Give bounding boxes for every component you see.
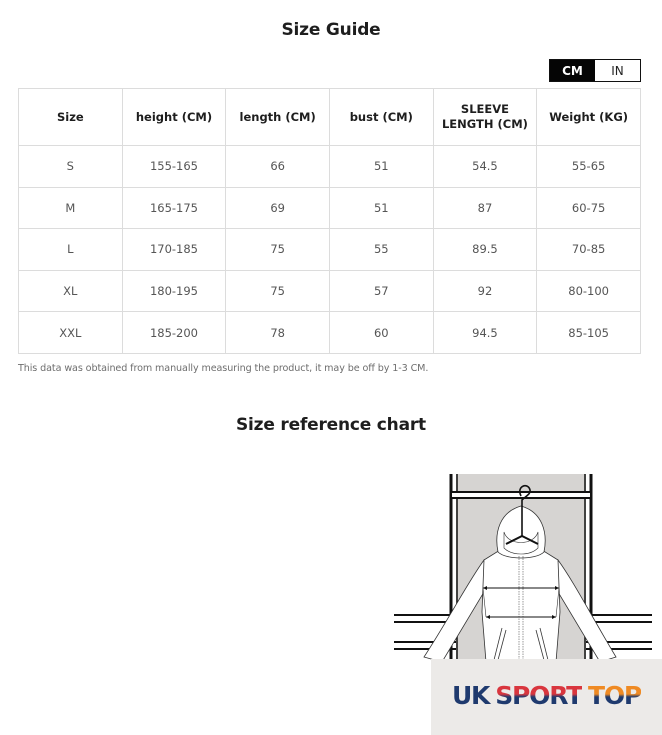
cell-bust: 51 (329, 146, 433, 188)
cell-length: 66 (226, 146, 330, 188)
header-sleeve-length: SLEEVE LENGTH (CM) (433, 89, 537, 146)
cell-height: 170-185 (122, 229, 226, 271)
table-row (19, 270, 641, 312)
header-bust: bust (CM) (329, 89, 433, 146)
cell-length: 69 (226, 187, 330, 229)
table-header-row (19, 89, 641, 146)
cell-weight: 60-75 (537, 187, 641, 229)
size-table (18, 88, 641, 354)
header-size: Size (19, 89, 123, 146)
table-row (19, 312, 641, 354)
logo-top: TOP (588, 680, 642, 710)
cell-weight: 85-105 (537, 312, 641, 354)
cell-weight: 80-100 (537, 270, 641, 312)
cell-height: 165-175 (122, 187, 226, 229)
cell-weight: 55-65 (537, 146, 641, 188)
cell-height: 180-195 (122, 270, 226, 312)
cell-bust: 55 (329, 229, 433, 271)
cell-height: 155-165 (122, 146, 226, 188)
logo-sport: SPORT (495, 680, 582, 710)
cell-bust: 60 (329, 312, 433, 354)
table-row (19, 229, 641, 271)
header-length: length (CM) (226, 89, 330, 146)
cell-bust: 51 (329, 187, 433, 229)
logo-text (452, 681, 641, 710)
cell-length: 78 (226, 312, 330, 354)
cell-length: 75 (226, 229, 330, 271)
cell-weight: 70-85 (537, 229, 641, 271)
cell-bust: 57 (329, 270, 433, 312)
measurement-note: This data was obtained from manually measuring the product, it may be off by 1-3 CM. (18, 363, 429, 374)
cell-size: XXL (19, 312, 123, 354)
logo-uk: UK (451, 680, 490, 710)
cell-length: 75 (226, 270, 330, 312)
cell-sleeve-length: 54.5 (433, 146, 537, 188)
table-row (19, 187, 641, 229)
unit-option-cm[interactable]: CM (550, 60, 595, 81)
unit-option-in[interactable]: IN (595, 60, 640, 81)
cell-sleeve-length: 92 (433, 270, 537, 312)
hoodie-measurement-illustration (390, 472, 662, 662)
header-weight: Weight (KG) (537, 89, 641, 146)
cell-sleeve-length: 89.5 (433, 229, 537, 271)
cell-size: S (19, 146, 123, 188)
header-height: height (CM) (122, 89, 226, 146)
cell-size: L (19, 229, 123, 271)
unit-toggle[interactable] (549, 59, 641, 82)
cell-size: M (19, 187, 123, 229)
cell-sleeve-length: 87 (433, 187, 537, 229)
watermark-logo (431, 659, 662, 735)
reference-chart-title: Size reference chart (236, 415, 426, 435)
cell-sleeve-length: 94.5 (433, 312, 537, 354)
table-row (19, 146, 641, 188)
cell-height: 185-200 (122, 312, 226, 354)
cell-size: XL (19, 270, 123, 312)
page-title: Size Guide (281, 20, 381, 40)
